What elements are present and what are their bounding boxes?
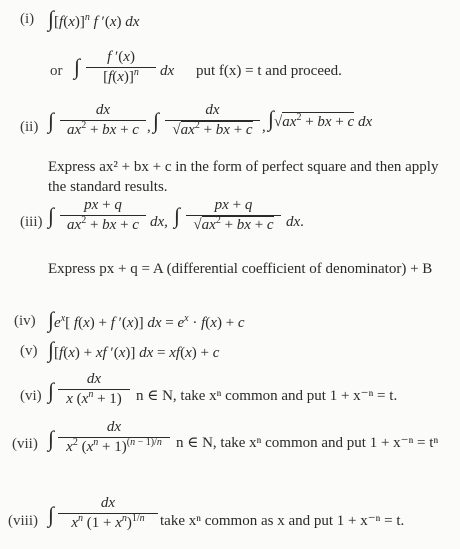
- fraction-viii: dx $x^n$ $(1 + x^n)^{1/n}$: [58, 496, 158, 531]
- formula-ii-c: $\int√ax^2$ + bx + c dx: [268, 106, 373, 131]
- comma: ,: [147, 119, 151, 135]
- integral-sign: ∫: [48, 378, 55, 403]
- formula-iv: $\int e^x$[ f(x) + f ′(x)] dx = $e^x \cdot f(x) + c$: [48, 307, 245, 332]
- integral-sign: ∫: [174, 203, 181, 228]
- item-label-i: (i): [20, 11, 35, 27]
- integral-sign: ∫: [48, 426, 55, 451]
- formula-or-dx: dx: [160, 63, 175, 79]
- integral-sign: ∫: [48, 203, 55, 228]
- integral-sign: ∫: [48, 502, 55, 527]
- item-label-viii: (viii): [8, 513, 38, 529]
- item-label-vii: (vii): [12, 436, 38, 452]
- formula-iii-dx2: dx.: [286, 214, 304, 230]
- formula-v: ∫[f(x) + xf ′(x)] dx = xf(x) + c: [48, 337, 220, 362]
- note-viii: take xⁿ common as x and put 1 + x⁻ⁿ = t.: [160, 513, 405, 529]
- comma: ,: [262, 119, 266, 135]
- item-label-iv: (iv): [14, 313, 36, 329]
- note-vii: n ∈ N, take xⁿ common and put 1 + x⁻ⁿ = tⁿ: [176, 435, 439, 451]
- fraction-ii-a: dx $ax^2$ + bx + c: [60, 103, 146, 138]
- item-label-vi: (vi): [20, 388, 42, 404]
- formula-iii-dx: dx,: [150, 214, 168, 230]
- item-label-v: (v): [20, 343, 38, 359]
- note-or: put f(x) = t and proceed.: [196, 63, 342, 79]
- item-label-ii: (ii): [20, 119, 39, 135]
- fraction-iii-a: px + q $ax^2$ + bx + c: [60, 198, 146, 233]
- integral-sign: ∫: [74, 54, 81, 79]
- fraction-or: f ′(x) $[f(x)]^n$: [86, 50, 156, 85]
- integral-sign: ∫: [153, 108, 160, 133]
- formula-i: $\int[f(x)]^n$ f ′(x) dx: [48, 6, 140, 31]
- fraction-iii-b: px + q $√ax^2$ + bx + c: [186, 198, 281, 233]
- item-label-iii: (iii): [20, 214, 43, 230]
- integral-sign: ∫: [48, 108, 55, 133]
- note-vi: n ∈ N, take xⁿ common and put 1 + x⁻ⁿ = t.: [136, 388, 398, 404]
- explanation-ii: Express ax² + bx + c in the form of perfect square and then apply the standard results.: [48, 159, 439, 195]
- fraction-vi: dx x $(x^n + 1)$: [58, 372, 130, 407]
- fraction-vii: dx $x^2$ $(x^n + 1)^{(n - 1)/n}$: [58, 420, 170, 455]
- item-label-or: or: [50, 63, 63, 79]
- explanation-iii: Express px + q = A (differential coefficient of denominator) + B: [48, 261, 433, 277]
- fraction-ii-b: dx $√ax^2$ + bx + c: [165, 103, 260, 138]
